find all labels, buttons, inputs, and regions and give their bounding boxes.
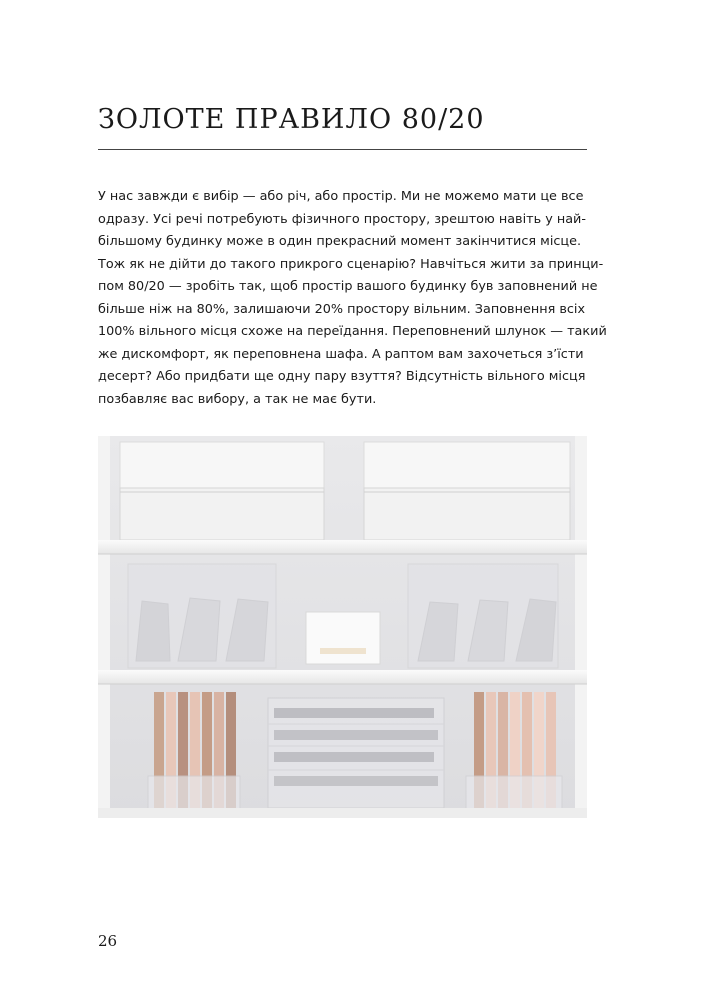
- page-title: ЗОЛОТЕ ПРАВИЛО 80/20: [98, 104, 485, 135]
- body-line: десерт? Або придбати ще одну пару взуття? Відсутність вільного місця: [98, 369, 586, 384]
- body-line: же дискомфорт, як переповнена шафа. А раптом вам захочеться з’їсти: [98, 346, 584, 362]
- title-divider: [98, 149, 587, 150]
- body-paragraph: [98, 186, 607, 411]
- shelf-middle: [98, 670, 587, 684]
- body-line: Тож як не дійти до такого прикрого сценарію? Навчіться жити за принци-: [98, 256, 604, 272]
- document-trays: [268, 698, 444, 808]
- side-panel-left: [98, 436, 110, 818]
- body-line: більше ніж на 80%, залишаючи 20% простору вільним. Заповнення всіх: [98, 301, 586, 317]
- storage-boxes-left: [120, 442, 324, 540]
- card-stand: [306, 612, 380, 664]
- body-line: пом 80/20 — зробіть так, щоб простір вашого будинку був заповнений не: [98, 279, 598, 294]
- folders-right: [466, 692, 562, 810]
- body-line: 100% вільного місця схоже на переїдання. Переповнений шлунок — такий: [98, 324, 607, 339]
- storage-boxes-right: [364, 442, 570, 540]
- folders-left: [148, 692, 240, 810]
- shelf-photo: [98, 436, 587, 818]
- body-line: одразу. Усі речі потребують фізичного простору, зрештою навіть у най-: [98, 211, 586, 227]
- body-line: У нас завжди є вибір — або річ, або простір. Ми не можемо мати це все: [98, 189, 584, 204]
- side-panel-right: [575, 436, 587, 818]
- body-line: позбавляє вас вибору, а так не має бути.: [98, 391, 377, 407]
- magazine-files-right: [408, 564, 558, 668]
- shelf-top: [98, 540, 587, 554]
- magazine-files-left: [128, 564, 276, 668]
- page-number: 26: [98, 932, 118, 950]
- shelf-bottom: [98, 808, 587, 818]
- body-line: більшому будинку може в один прекрасний момент закінчитися місце.: [98, 234, 582, 249]
